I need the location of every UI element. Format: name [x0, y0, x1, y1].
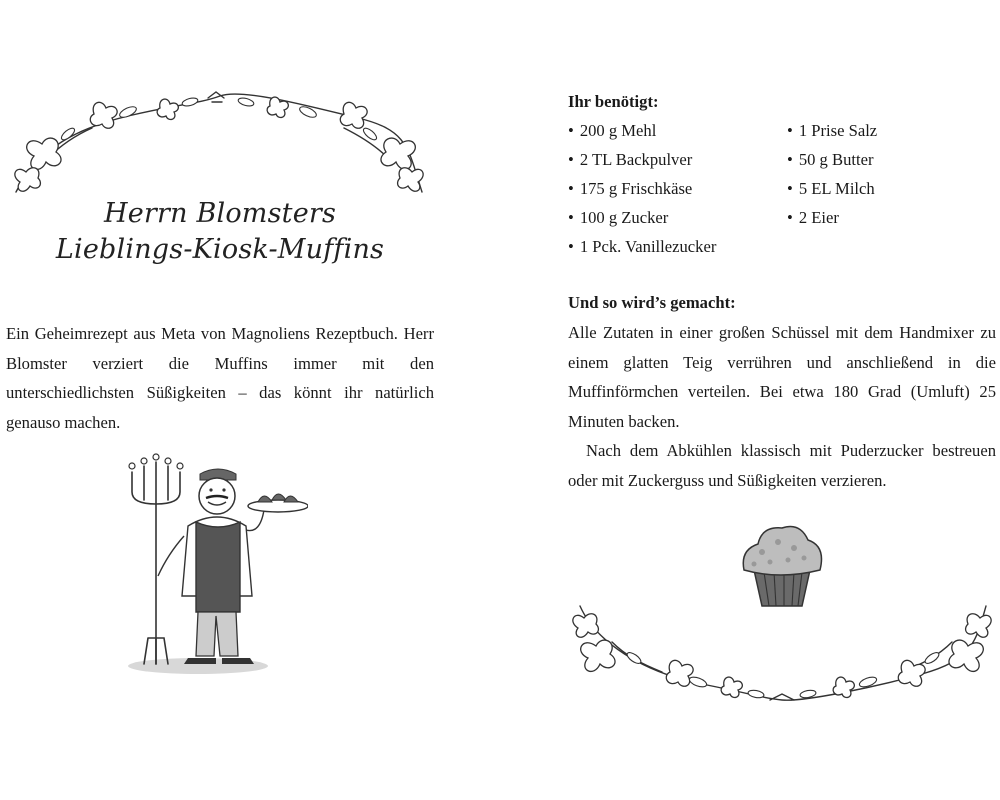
ingredient-item: • 2 Eier: [787, 203, 877, 232]
method-paragraph: Alle Zutaten in einer großen Schüssel mit dem Handmixer zu einem glatten Teig verrühren und anschließend in die Muffinförmchen verteilen. Bei etwa 180 Grad (Umluft) 25 Minuten backen.: [568, 323, 996, 431]
intro-paragraph: Ein Geheimrezept aus Meta von Magnoliens Rezeptbuch. Herr Blomster verziert die Muffins immer mit den unterschiedlichsten Süßigkeiten – das könnt ihr natürlich genauso machen.: [6, 324, 434, 432]
magnolia-vine-top-icon: [8, 88, 428, 200]
magnolia-vine-bottom-icon: [572, 602, 992, 706]
recipe-title-line2: Lieblings-Kiosk-Muffins: [55, 234, 385, 265]
method-heading: Und so wird’s gemacht:: [568, 293, 736, 312]
ingredient-item: • 1 Pck. Vanillezucker: [568, 232, 716, 261]
ingredients-list-right: [787, 116, 877, 232]
method-paragraph: Nach dem Abkühlen klassisch mit Puderzucker bestreuen oder mit Zuckerguss und Süßigkeiten verzieren.: [568, 441, 996, 490]
method-text: [568, 318, 996, 495]
recipe-title-line1: Herrn Blomsters: [103, 198, 337, 229]
muffin-icon: [732, 518, 828, 614]
ingredient-item: • 200 g Mehl: [568, 116, 716, 145]
ingredient-item: • 100 g Zucker: [568, 203, 716, 232]
ingredients-list-left: [568, 116, 716, 261]
recipe-title: [40, 196, 400, 268]
ingredients-heading: Ihr benötigt:: [568, 92, 659, 111]
ingredient-item: • 1 Prise Salz: [787, 116, 877, 145]
man-with-pitchfork-icon: [118, 452, 308, 682]
ingredient-item: • 2 TL Backpulver: [568, 145, 716, 174]
ingredient-item: • 175 g Frischkäse: [568, 174, 716, 203]
ingredient-item: • 50 g Butter: [787, 145, 877, 174]
ingredient-item: • 5 EL Milch: [787, 174, 877, 203]
